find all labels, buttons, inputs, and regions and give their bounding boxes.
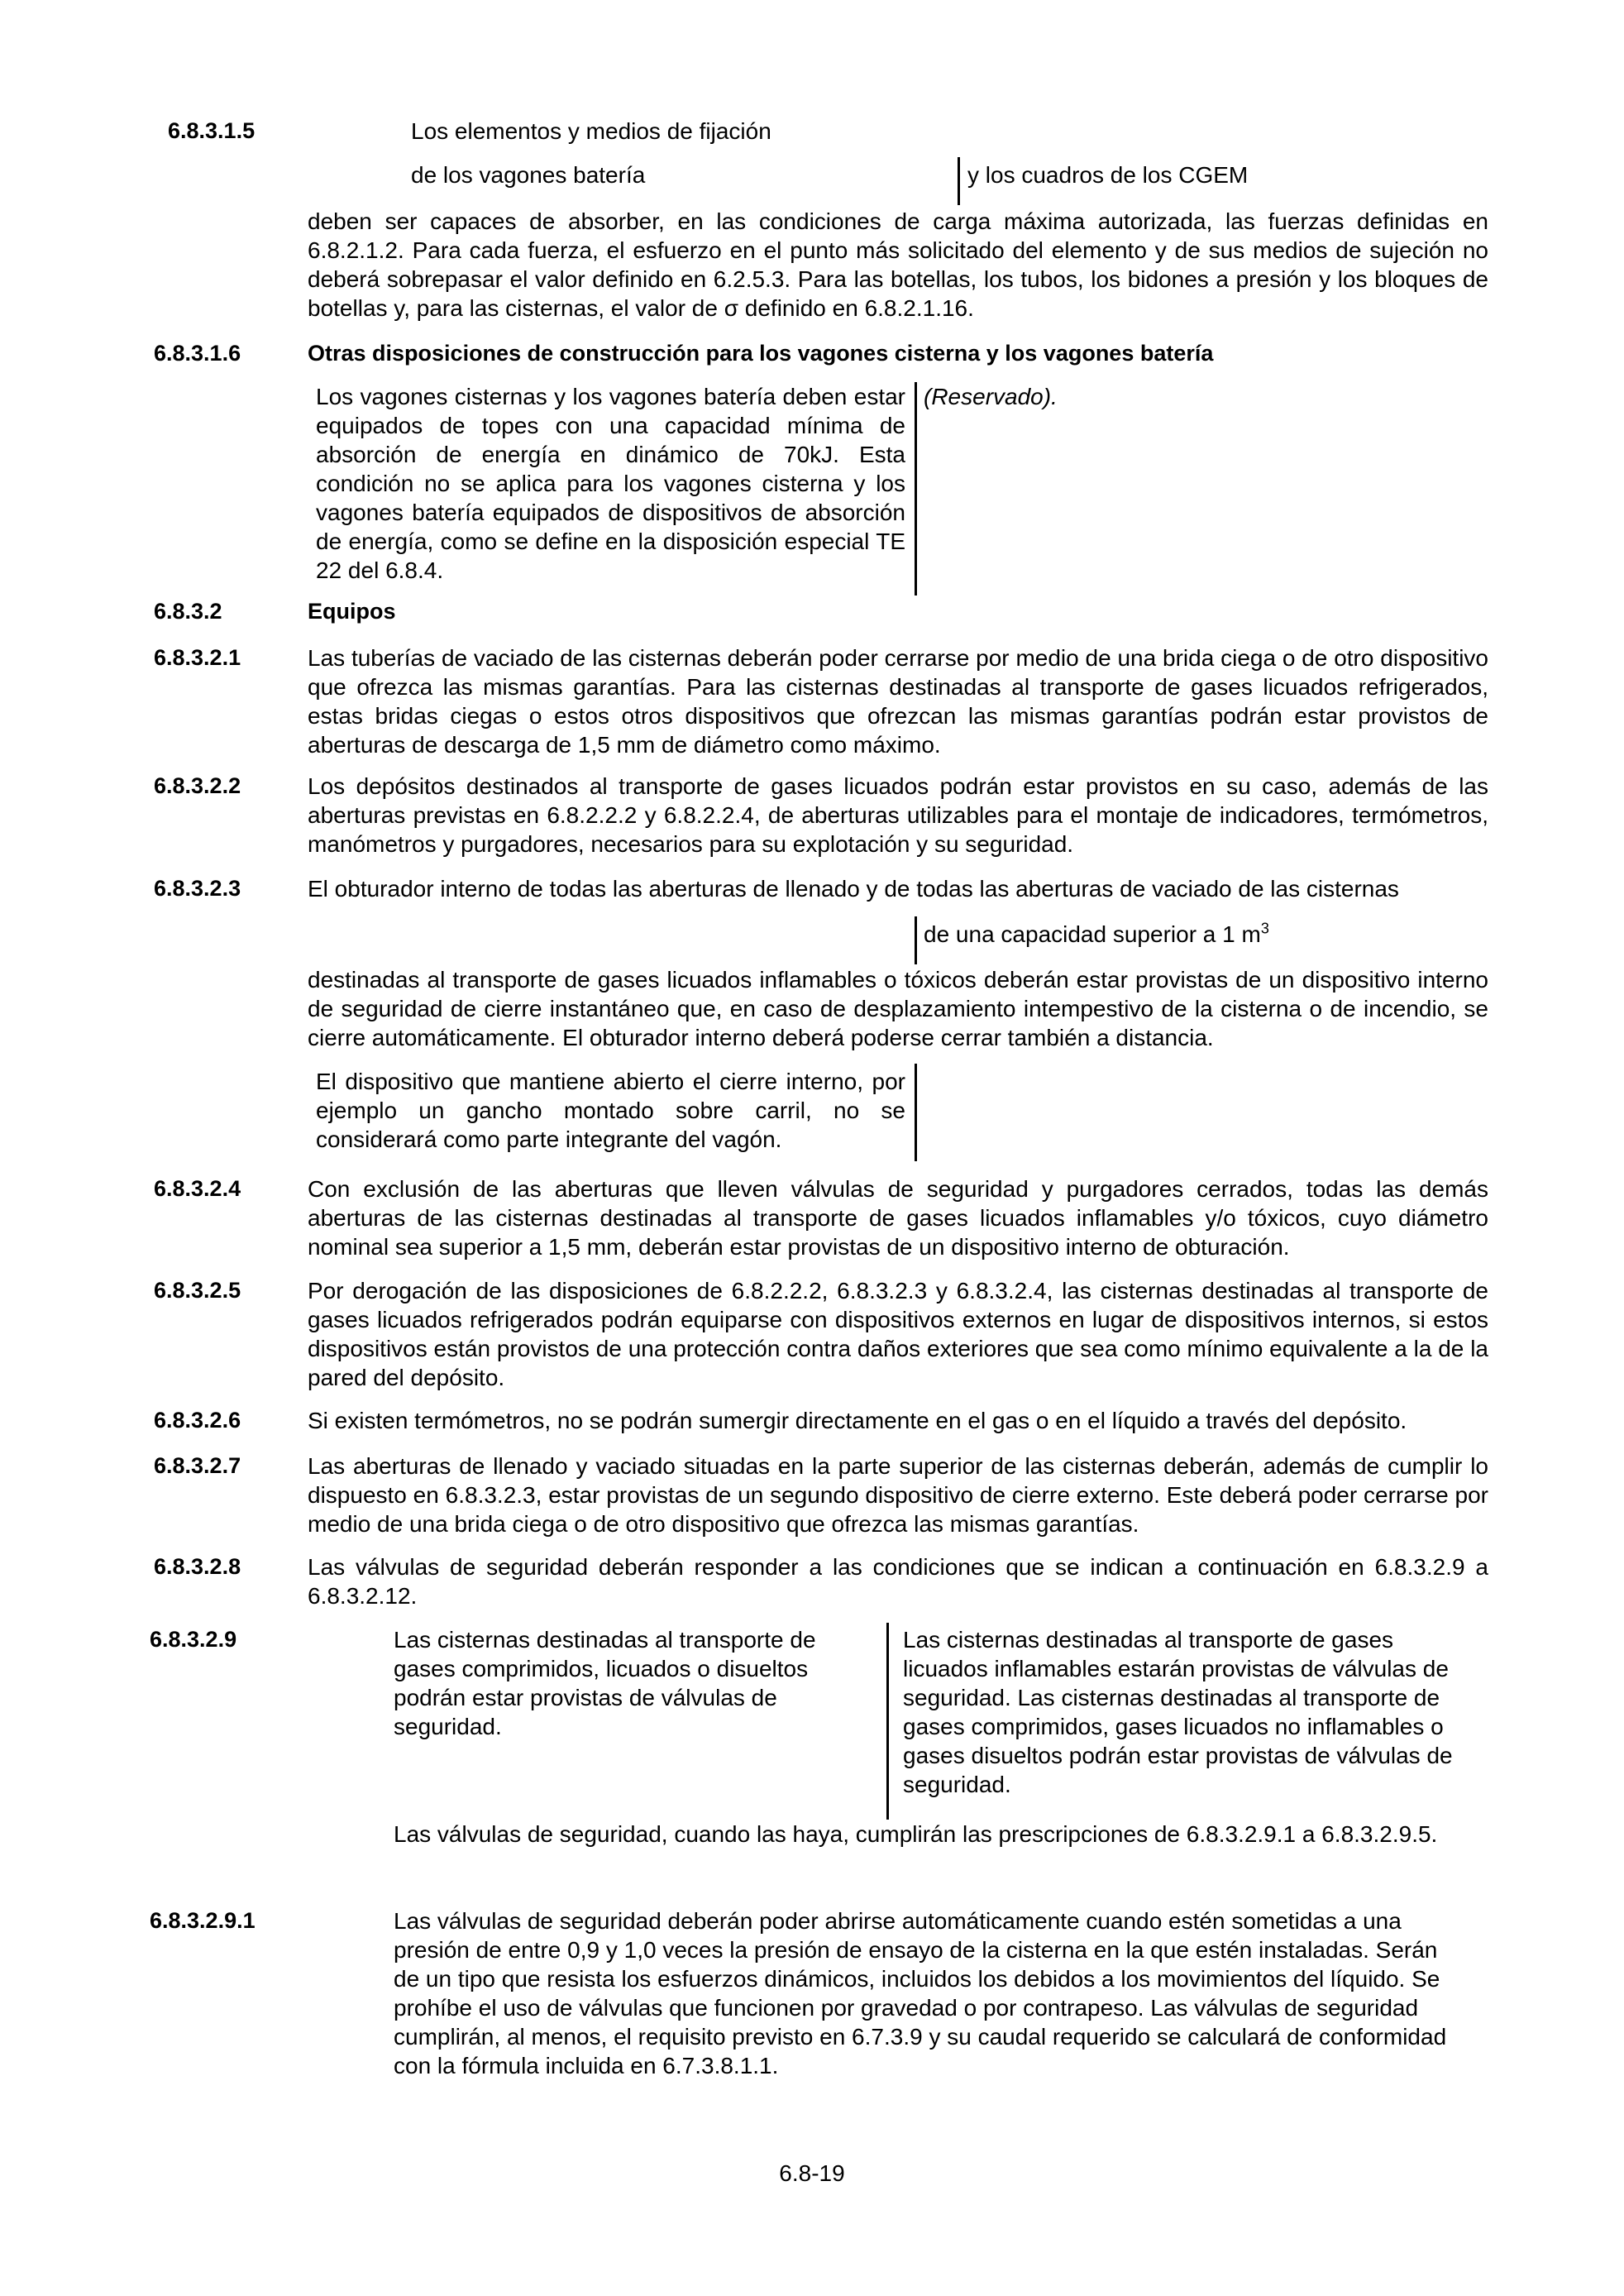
section-6-8-3-1-5-body: deben ser capaces de absorber, en las condiciones de carga máxima autorizada, las fuerzas definidas en 6.8.2.1.2. Para cada fuerza, el esfuerzo en el punto más solicitado del elemento y de sus medios de sujeción no deberá sobrepasar el valor definido en 6.2.5.3. Para las botellas, los tubos, los bidones a presión y los bloques de botellas y, para las cisternas, el valor de σ definido en 6.8.2.1.16. [308,208,1488,321]
section-number-6-8-3-2-9-1: 6.8.3.2.9.1 [150,1908,256,1933]
section-number-6-8-3-2-9: 6.8.3.2.9 [150,1627,237,1652]
section-6-8-3-2-8-body: Las válvulas de seguridad deberán responder a las condiciones que se indican a continuación en 6.8.3.2.9 a 6.8.3.2.12. [308,1554,1488,1609]
section-number-6-8-3-2-1: 6.8.3.2.1 [154,645,241,670]
section-number-6-8-3-2-2: 6.8.3.2.2 [154,773,241,798]
section-6-8-3-2-5-body: Por derogación de las disposiciones de 6.8.2.2.2, 6.8.3.2.3 y 6.8.3.2.4, las cisternas destinadas al transporte de gases licuados refrigerados podrán equiparse con dispositivos externos en lugar de dispositivos internos, si estos dispositivos están provistos de una protección contra daños exteriores que sea como mínimo equivalente a la de la pared del depósito. [308,1278,1488,1390]
section-6-8-3-2-3-intro: El obturador interno de todas las aberturas de llenado y de todas las aberturas de vaciado de las cisternas [308,876,1399,902]
column-divider [886,1623,889,1820]
section-number-6-8-3-2-7: 6.8.3.2.7 [154,1453,241,1478]
section-6-8-3-1-6-title: Otras disposiciones de construcción para los vagones cisterna y los vagones batería [308,341,1214,366]
section-6-8-3-2-3-left-col: El dispositivo que mantiene abierto el cierre interno, por ejemplo un gancho montado sobre carril, no se considerará como parte integrante del vagón. [316,1069,905,1152]
section-6-8-3-2-7-body: Las aberturas de llenado y vaciado situadas en la parte superior de las cisternas deberán, además de cumplir lo dispuesto en 6.8.3.2.3, estar provistas de un segundo dispositivo de cierre externo. Este deberá poder cerrarse por medio de una brida ciega o de otro dispositivo que ofrezca las mismas garantías. [308,1453,1488,1537]
section-6-8-3-2-3-right-col: de una capacidad superior a 1 $m^3$ [924,920,1269,947]
section-6-8-3-2-3-body: destinadas al transporte de gases licuados inflamables o tóxicos deberán estar provistas de un dispositivo interno de seguridad de cierre instantáneo que, en caso de desplazamiento intempestivo de la cisterna o de incendio, se cierre automáticamente. El obturador interno deberá poderse cerrar también a distancia. [308,967,1488,1050]
section-6-8-3-1-5-left-col: de los vagones batería [411,162,646,188]
page-number: 6.8-19 [779,2160,845,2186]
section-number-6-8-3-1-6: 6.8.3.1.6 [154,341,241,366]
section-6-8-3-1-5-right-col: y los cuadros de los CGEM [967,162,1249,188]
section-6-8-3-2-6-body: Si existen termómetros, no se podrán sumergir directamente en el gas o en el líquido a través del depósito. [308,1408,1407,1433]
section-6-8-3-2-9-right-col: Las cisternas destinadas al transporte de gases licuados inflamables estarán provistas de válvulas de seguridad. Las cisternas destinadas al transporte de gases comprimidos, gases licuados no inflamables o gases disueltos podrán estar provistas de válvulas de seguridad. [903,1627,1453,1797]
section-6-8-3-1-6-left-col: Los vagones cisternas y los vagones batería deben estar equipados de topes con una capacidad mínima de absorción de energía en dinámico de 70kJ. Esta condición no se aplica para los vagones cisterna y los vagones batería equipados de dispositivos de absorción de energía, como se define en la disposición especial TE 22 del 6.8.4. [316,384,905,583]
section-6-8-3-1-5-intro: Los elementos y medios de fijación [411,118,771,144]
section-number-6-8-3-2: 6.8.3.2 [154,599,222,624]
section-number-6-8-3-2-6: 6.8.3.2.6 [154,1408,241,1433]
section-6-8-3-1-6-right-col: (Reservado). [924,384,1058,409]
section-number-6-8-3-2-5: 6.8.3.2.5 [154,1278,241,1303]
section-6-8-3-2-4-body: Con exclusión de las aberturas que lleven válvulas de seguridad y purgadores cerrados, todas las demás aberturas de las cisternas destinadas al transporte de gases licuados inflamables y/o tóxicos, cuyo diámetro nominal sea superior a 1,5 mm, deberán estar provistas de un dispositivo interno de obturación. [308,1176,1488,1260]
section-6-8-3-2-2-body: Los depósitos destinados al transporte de gases licuados podrán estar provistos en su caso, además de las aberturas previstas en 6.8.2.2.2 y 6.8.2.2.4, de aberturas utilizables para el montaje de indicadores, termómetros, manómetros y purgadores, necesarios para su explotación y su seguridad. [308,773,1488,857]
section-6-8-3-2-9-body: Las válvulas de seguridad, cuando las haya, cumplirán las prescripciones de 6.8.3.2.9.1 a 6.8.3.2.9.5. [394,1821,1438,1847]
section-6-8-3-2-9-1-body: Las válvulas de seguridad deberán poder abrirse automáticamente cuando estén sometidas a una presión de entre 0,9 y 1,0 veces la presión de ensayo de la cisterna en la que estén instaladas. Serán de un tipo que resista los esfuerzos dinámicos, incluidos los debidos a los movimientos del líquido. Se prohíbe el uso de válvulas que funcionen por gravedad o por contrapeso. Las válvulas de seguridad cumplirán, al menos, el requisito previsto en 6.7.3.9 y su caudal requerido se calculará de conformidad con la fórmula incluida en 6.7.3.8.1.1. [394,1908,1447,2078]
section-number-6-8-3-2-8: 6.8.3.2.8 [154,1554,241,1579]
section-number-6-8-3-2-3: 6.8.3.2.3 [154,876,241,901]
column-divider [915,382,917,596]
section-6-8-3-2-9-left-col: Las cisternas destinadas al transporte de gases comprimidos, licuados o disueltos podrán estar provistas de válvulas de seguridad. [394,1627,816,1739]
column-divider [915,916,917,964]
section-6-8-3-2-1-body: Las tuberías de vaciado de las cisternas deberán poder cerrarse por medio de una brida ciega o de otro dispositivo que ofrezca las mismas garantías. Para las cisternas destinadas al transporte de gases licuados refrigerados, estas bridas ciegas o estos otros dispositivos que ofrezcan las mismas garantías podrán estar provistos de aberturas de descarga de 1,5 mm de diámetro como máximo. [308,645,1488,758]
section-number-6-8-3-2-4: 6.8.3.2.4 [154,1176,241,1201]
section-6-8-3-2-title: Equipos [308,599,396,624]
column-divider [915,1064,917,1161]
section-number-6-8-3-1-5: 6.8.3.1.5 [168,118,256,143]
column-divider [958,157,960,205]
